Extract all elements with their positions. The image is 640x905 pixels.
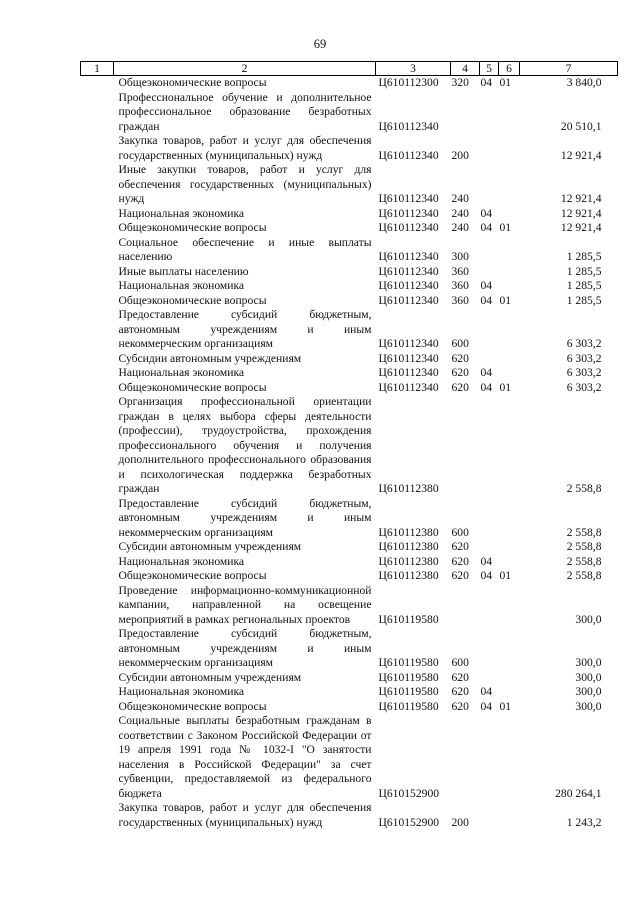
expense-type-code [451,91,480,135]
row-index-cell [81,584,114,628]
table-row [81,395,618,497]
target-article-code: Ц610119580 [378,656,439,669]
row-index-cell [81,555,114,570]
subsection-code [499,163,520,207]
item-name: Национальная экономика [118,206,245,220]
target-article-code: Ц610112340 [378,351,439,365]
section-code [480,308,499,352]
section-code [480,801,499,830]
row-index-cell [81,801,114,830]
amount: 6 303,2 [566,366,602,379]
item-name: Национальная экономика [118,366,245,379]
item-name: Субсидии автономным учреждениям [118,670,302,684]
subsection-code [499,265,520,280]
subsection-code: 01 [499,699,512,713]
target-article-code: Ц610112380 [378,569,439,582]
section-code [480,540,499,555]
amount: 12 921,4 [560,148,602,162]
item-name: Общеэкономические вопросы [118,293,267,307]
column-header-3: 3 [376,62,451,76]
expense-type-code: 300 [451,250,469,263]
amount: 2 558,8 [566,482,602,495]
amount: 2 558,8 [566,540,602,553]
section-code [480,584,499,628]
item-name: Общеэкономические вопросы [118,76,267,89]
section-code [480,236,499,265]
column-header-1: 1 [81,62,114,76]
amount: 20 510,1 [560,119,602,133]
item-name: Закупка товаров, работ и услуг для обеспечения государственных (муниципальных) нужд [118,134,372,162]
section-code: 04 [480,76,493,89]
expense-type-code: 620 [451,366,469,379]
table-row [81,236,618,265]
amount: 12 921,4 [560,221,602,234]
section-code [480,714,499,801]
subsection-code: 01 [499,293,512,307]
expense-type-code: 200 [451,815,469,829]
subsection-code [499,671,520,686]
expense-type-code: 600 [451,656,469,669]
target-article-code: Ц610119580 [378,612,439,626]
target-article-code: Ц610112340 [378,366,439,379]
table-row [81,627,618,671]
amount: 1 285,5 [566,264,602,278]
header-row [81,62,618,76]
table-row [81,294,618,309]
table-row [81,685,618,700]
table-row [81,700,618,715]
item-name: Проведение информационно-коммуникационной кампании, направленной на освещение мероприятий в рамках региональных проектов [118,583,372,626]
item-name: Предоставление субсидий бюджетным, автономным учреждениям и иным некоммерческим организациям [118,308,372,350]
column-header-4: 4 [451,62,480,76]
section-code: 04 [480,554,493,568]
target-article-code: Ц610119580 [378,699,439,713]
table-row [81,134,618,163]
row-index-cell [81,91,114,135]
amount: 300,0 [575,670,602,684]
expense-type-code [451,395,480,497]
subsection-code [499,236,520,265]
target-article-code: Ц610119580 [378,670,439,684]
table-row [81,76,618,91]
subsection-code [499,207,520,222]
table-row [81,221,618,236]
row-index-cell [81,395,114,497]
subsection-code [499,366,520,381]
row-index-cell [81,221,114,236]
expense-type-code: 620 [451,380,469,394]
row-index-cell [81,366,114,381]
section-code [480,265,499,280]
row-index-cell [81,700,114,715]
item-name: Иные выплаты населению [118,264,249,278]
table-row [81,671,618,686]
target-article-code: Ц610112340 [378,221,439,234]
item-name: Национальная экономика [118,685,245,698]
expense-type-code: 240 [451,192,469,205]
table-row [81,540,618,555]
expense-type-code: 200 [451,148,469,162]
subsection-code [499,395,520,497]
section-code: 04 [480,221,493,234]
subsection-code [499,584,520,628]
item-name: Профессиональное обучение и дополнительное профессиональное образование безработных граждан [118,90,372,133]
item-name: Общеэкономические вопросы [118,699,267,713]
subsection-code [499,540,520,555]
item-name: Общеэкономические вопросы [118,221,267,234]
amount: 1 285,5 [566,279,602,292]
section-code [480,395,499,497]
target-article-code: Ц610119580 [378,685,439,698]
target-article-code: Ц610152900 [378,815,440,829]
row-index-cell [81,497,114,541]
row-index-cell [81,540,114,555]
section-code [480,497,499,541]
amount: 12 921,4 [560,192,602,205]
row-index-cell [81,671,114,686]
subsection-code [499,91,520,135]
item-name: Организация профессиональной ориентации граждан в целях выбора сферы деятельности (профессии), трудоустройства, прохождения профессионального обучения и получения дополнительного профессионального образования и психологическая поддержка безработных граждан [118,395,372,495]
amount: 300,0 [575,685,602,698]
row-index-cell [81,308,114,352]
subsection-code [499,308,520,352]
expense-type-code: 620 [451,699,469,713]
target-article-code: Ц610112380 [378,554,439,568]
table-row [81,714,618,801]
target-article-code: Ц610112300 [378,76,439,89]
section-code: 04 [480,293,493,307]
amount: 2 558,8 [566,569,602,582]
table-row [81,555,618,570]
section-code: 04 [480,279,493,292]
target-article-code: Ц610112340 [378,293,439,307]
row-index-cell [81,236,114,265]
expense-type-code: 320 [451,76,469,89]
expense-type-code: 600 [451,337,469,350]
expense-type-code: 360 [451,279,469,292]
target-article-code: Ц610112340 [378,206,439,220]
amount: 3 840,0 [566,76,602,89]
section-code [480,134,499,163]
page-number: 69 [313,37,327,51]
expense-type-code: 360 [451,293,469,307]
item-name: Субсидии автономным учреждениям [118,351,302,365]
subsection-code [499,279,520,294]
amount: 300,0 [575,699,602,713]
table-row [81,381,618,396]
table-row [81,265,618,280]
expense-type-code [451,714,480,801]
column-header-2: 2 [114,62,376,76]
item-name: Национальная экономика [118,554,245,568]
table-row [81,163,618,207]
expense-type-code: 360 [451,264,469,278]
target-article-code: Ц610112340 [378,264,439,278]
section-code [480,627,499,671]
subsection-code [499,801,520,830]
table-row [81,207,618,222]
item-name: Субсидии автономным учреждениям [118,540,302,553]
table-row [81,801,618,830]
expense-type-code: 240 [451,206,469,220]
expense-type-code: 620 [451,554,469,568]
section-code: 04 [480,206,493,220]
row-index-cell [81,76,114,91]
table-row [81,91,618,135]
table-row [81,584,618,628]
subsection-code [499,627,520,671]
row-index-cell [81,163,114,207]
table-row [81,308,618,352]
amount: 2 558,8 [566,554,602,568]
subsection-code: 01 [499,221,512,234]
table-row [81,366,618,381]
row-index-cell [81,279,114,294]
amount: 1 285,5 [566,293,602,307]
row-index-cell [81,134,114,163]
item-name: Предоставление субсидий бюджетным, автономным учреждениям и иным некоммерческим организациям [118,627,372,669]
target-article-code: Ц610112340 [378,119,439,133]
amount: 12 921,4 [560,206,602,220]
row-index-cell [81,714,114,801]
row-index-cell [81,685,114,700]
section-code [480,352,499,367]
table-row [81,279,618,294]
amount: 280 264,1 [555,786,602,800]
item-name: Иные закупки товаров, работ и услуг для обеспечения государственных (муниципальных) нужд [118,163,372,205]
amount: 300,0 [575,656,602,669]
target-article-code: Ц610112380 [378,482,439,495]
budget-table [80,61,618,830]
section-code [480,671,499,686]
row-index-cell [81,207,114,222]
item-name: Общеэкономические вопросы [118,380,267,394]
table-row [81,497,618,541]
subsection-code [499,352,520,367]
expense-type-code [451,584,480,628]
expense-type-code: 620 [451,670,469,684]
column-header-7: 7 [520,62,618,76]
target-article-code: Ц610112380 [378,540,439,553]
expense-type-code: 600 [451,525,469,539]
row-index-cell [81,569,114,584]
table-body [81,76,618,831]
amount: 2 558,8 [566,525,602,539]
row-index-cell [81,381,114,396]
subsection-code: 01 [499,76,512,89]
row-index-cell [81,294,114,309]
subsection-code [499,134,520,163]
target-article-code: Ц610112340 [378,380,439,394]
column-header-6: 6 [499,62,520,76]
expense-type-code: 620 [451,685,469,698]
amount: 1 285,5 [566,250,602,263]
target-article-code: Ц610112340 [378,148,439,162]
expense-type-code: 620 [451,351,469,365]
target-article-code: Ц610112340 [378,250,439,263]
column-header-5: 5 [480,62,499,76]
amount: 6 303,2 [566,380,602,394]
target-article-code: Ц610112340 [378,337,439,350]
section-code: 04 [480,366,493,379]
section-code: 04 [480,699,493,713]
item-name: Общеэкономические вопросы [118,569,267,582]
row-index-cell [81,627,114,671]
item-name: Социальные выплаты безработным гражданам в соответствии с Законом Российской Федерации от 19 апреля 1991 года № 1032-I "О занятости населения в Российской Федерации" за счет субвенции, предоставляемой из федерального бюджета [118,714,372,800]
subsection-code: 01 [499,569,512,582]
expense-type-code: 620 [451,569,469,582]
amount: 6 303,2 [566,351,602,365]
amount: 6 303,2 [566,337,602,350]
target-article-code: Ц610112340 [378,192,439,205]
subsection-code [499,685,520,700]
row-index-cell [81,265,114,280]
table-row [81,569,618,584]
section-code: 04 [480,569,493,582]
target-article-code: Ц610112340 [378,279,439,292]
section-code: 04 [480,380,493,394]
subsection-code [499,555,520,570]
section-code [480,91,499,135]
subsection-code: 01 [499,380,512,394]
expense-type-code: 240 [451,221,469,234]
section-code [480,163,499,207]
section-code: 04 [480,685,493,698]
subsection-code [499,497,520,541]
target-article-code: Ц610152900 [378,786,440,800]
table-row [81,352,618,367]
subsection-code [499,714,520,801]
target-article-code: Ц610112380 [378,525,439,539]
amount: 300,0 [575,612,602,626]
item-name: Предоставление субсидий бюджетным, автономным учреждениям и иным некоммерческим организациям [118,496,372,539]
item-name: Социальное обеспечение и иные выплаты населению [118,235,372,263]
amount: 1 243,2 [566,815,602,829]
item-name: Национальная экономика [118,279,245,292]
table-header [81,62,618,76]
expense-type-code: 620 [451,540,469,553]
row-index-cell [81,352,114,367]
item-name: Закупка товаров, работ и услуг для обеспечения государственных (муниципальных) нужд [118,801,372,829]
